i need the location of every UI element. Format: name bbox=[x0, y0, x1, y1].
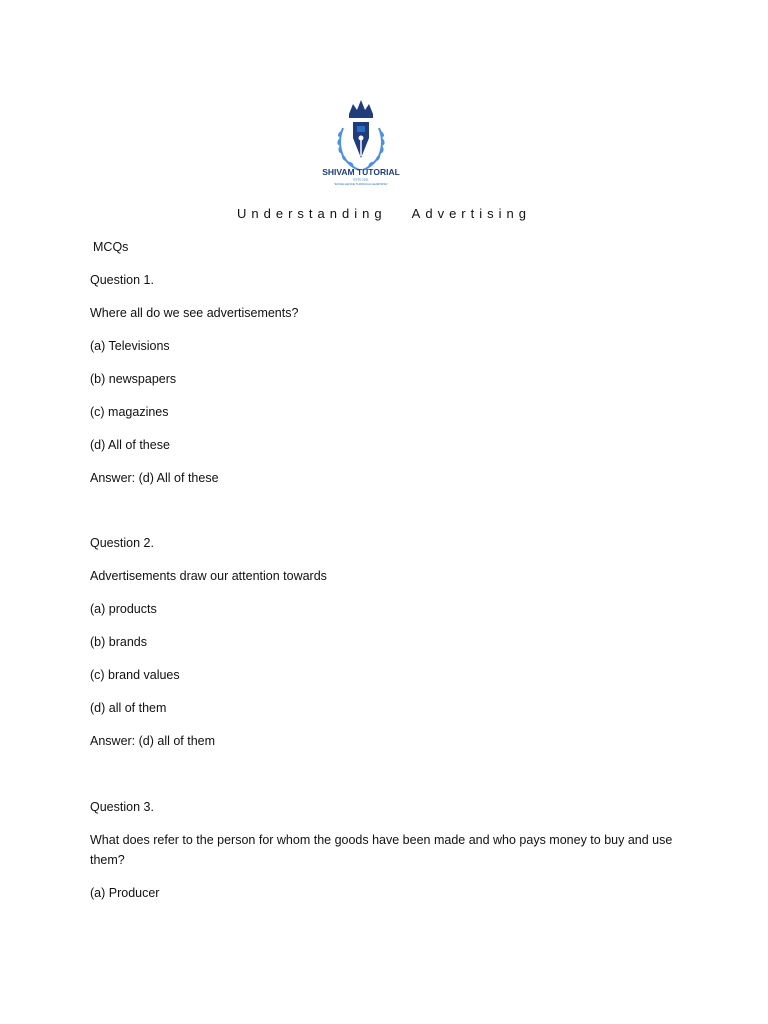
logo-tagline-2: "EXCELLENCE THROUGH LEARNING" bbox=[333, 182, 389, 186]
option-item: (a) Televisions bbox=[90, 339, 170, 353]
question-heading: Question 1. bbox=[90, 273, 154, 287]
option-item: (c) brand values bbox=[90, 668, 180, 682]
option-item: (a) Producer bbox=[90, 886, 160, 900]
logo-brand-text: SHIVAM TUTORIAL bbox=[322, 167, 400, 177]
section-label: MCQs bbox=[93, 240, 129, 254]
option-item: (d) All of these bbox=[90, 438, 170, 452]
option-item: (b) newspapers bbox=[90, 372, 177, 386]
document-title: Understanding Advertising bbox=[237, 206, 531, 221]
option-item: (b) brands bbox=[90, 635, 147, 649]
option-item: (c) magazines bbox=[90, 405, 169, 419]
question-heading: Question 2. bbox=[90, 536, 154, 550]
question-prompt: Where all do we see advertisements? bbox=[90, 306, 299, 320]
question-heading: Question 3. bbox=[90, 800, 154, 814]
question-prompt: What does refer to the person for whom the goods have been made and who pays money to buy and use them? bbox=[90, 833, 673, 867]
answer-line: Answer: (d) All of these bbox=[90, 471, 219, 485]
question-prompt: Advertisements draw our attention towards bbox=[90, 569, 327, 583]
answer-line: Answer: (d) all of them bbox=[90, 734, 216, 748]
shivam-tutorial-logo bbox=[313, 92, 409, 188]
logo-tagline-1: ESTD 2011 bbox=[353, 177, 369, 182]
crown-pen-nib-laurel-icon bbox=[313, 92, 409, 188]
option-item: (a) products bbox=[90, 602, 157, 616]
option-item: (d) all of them bbox=[90, 701, 167, 715]
